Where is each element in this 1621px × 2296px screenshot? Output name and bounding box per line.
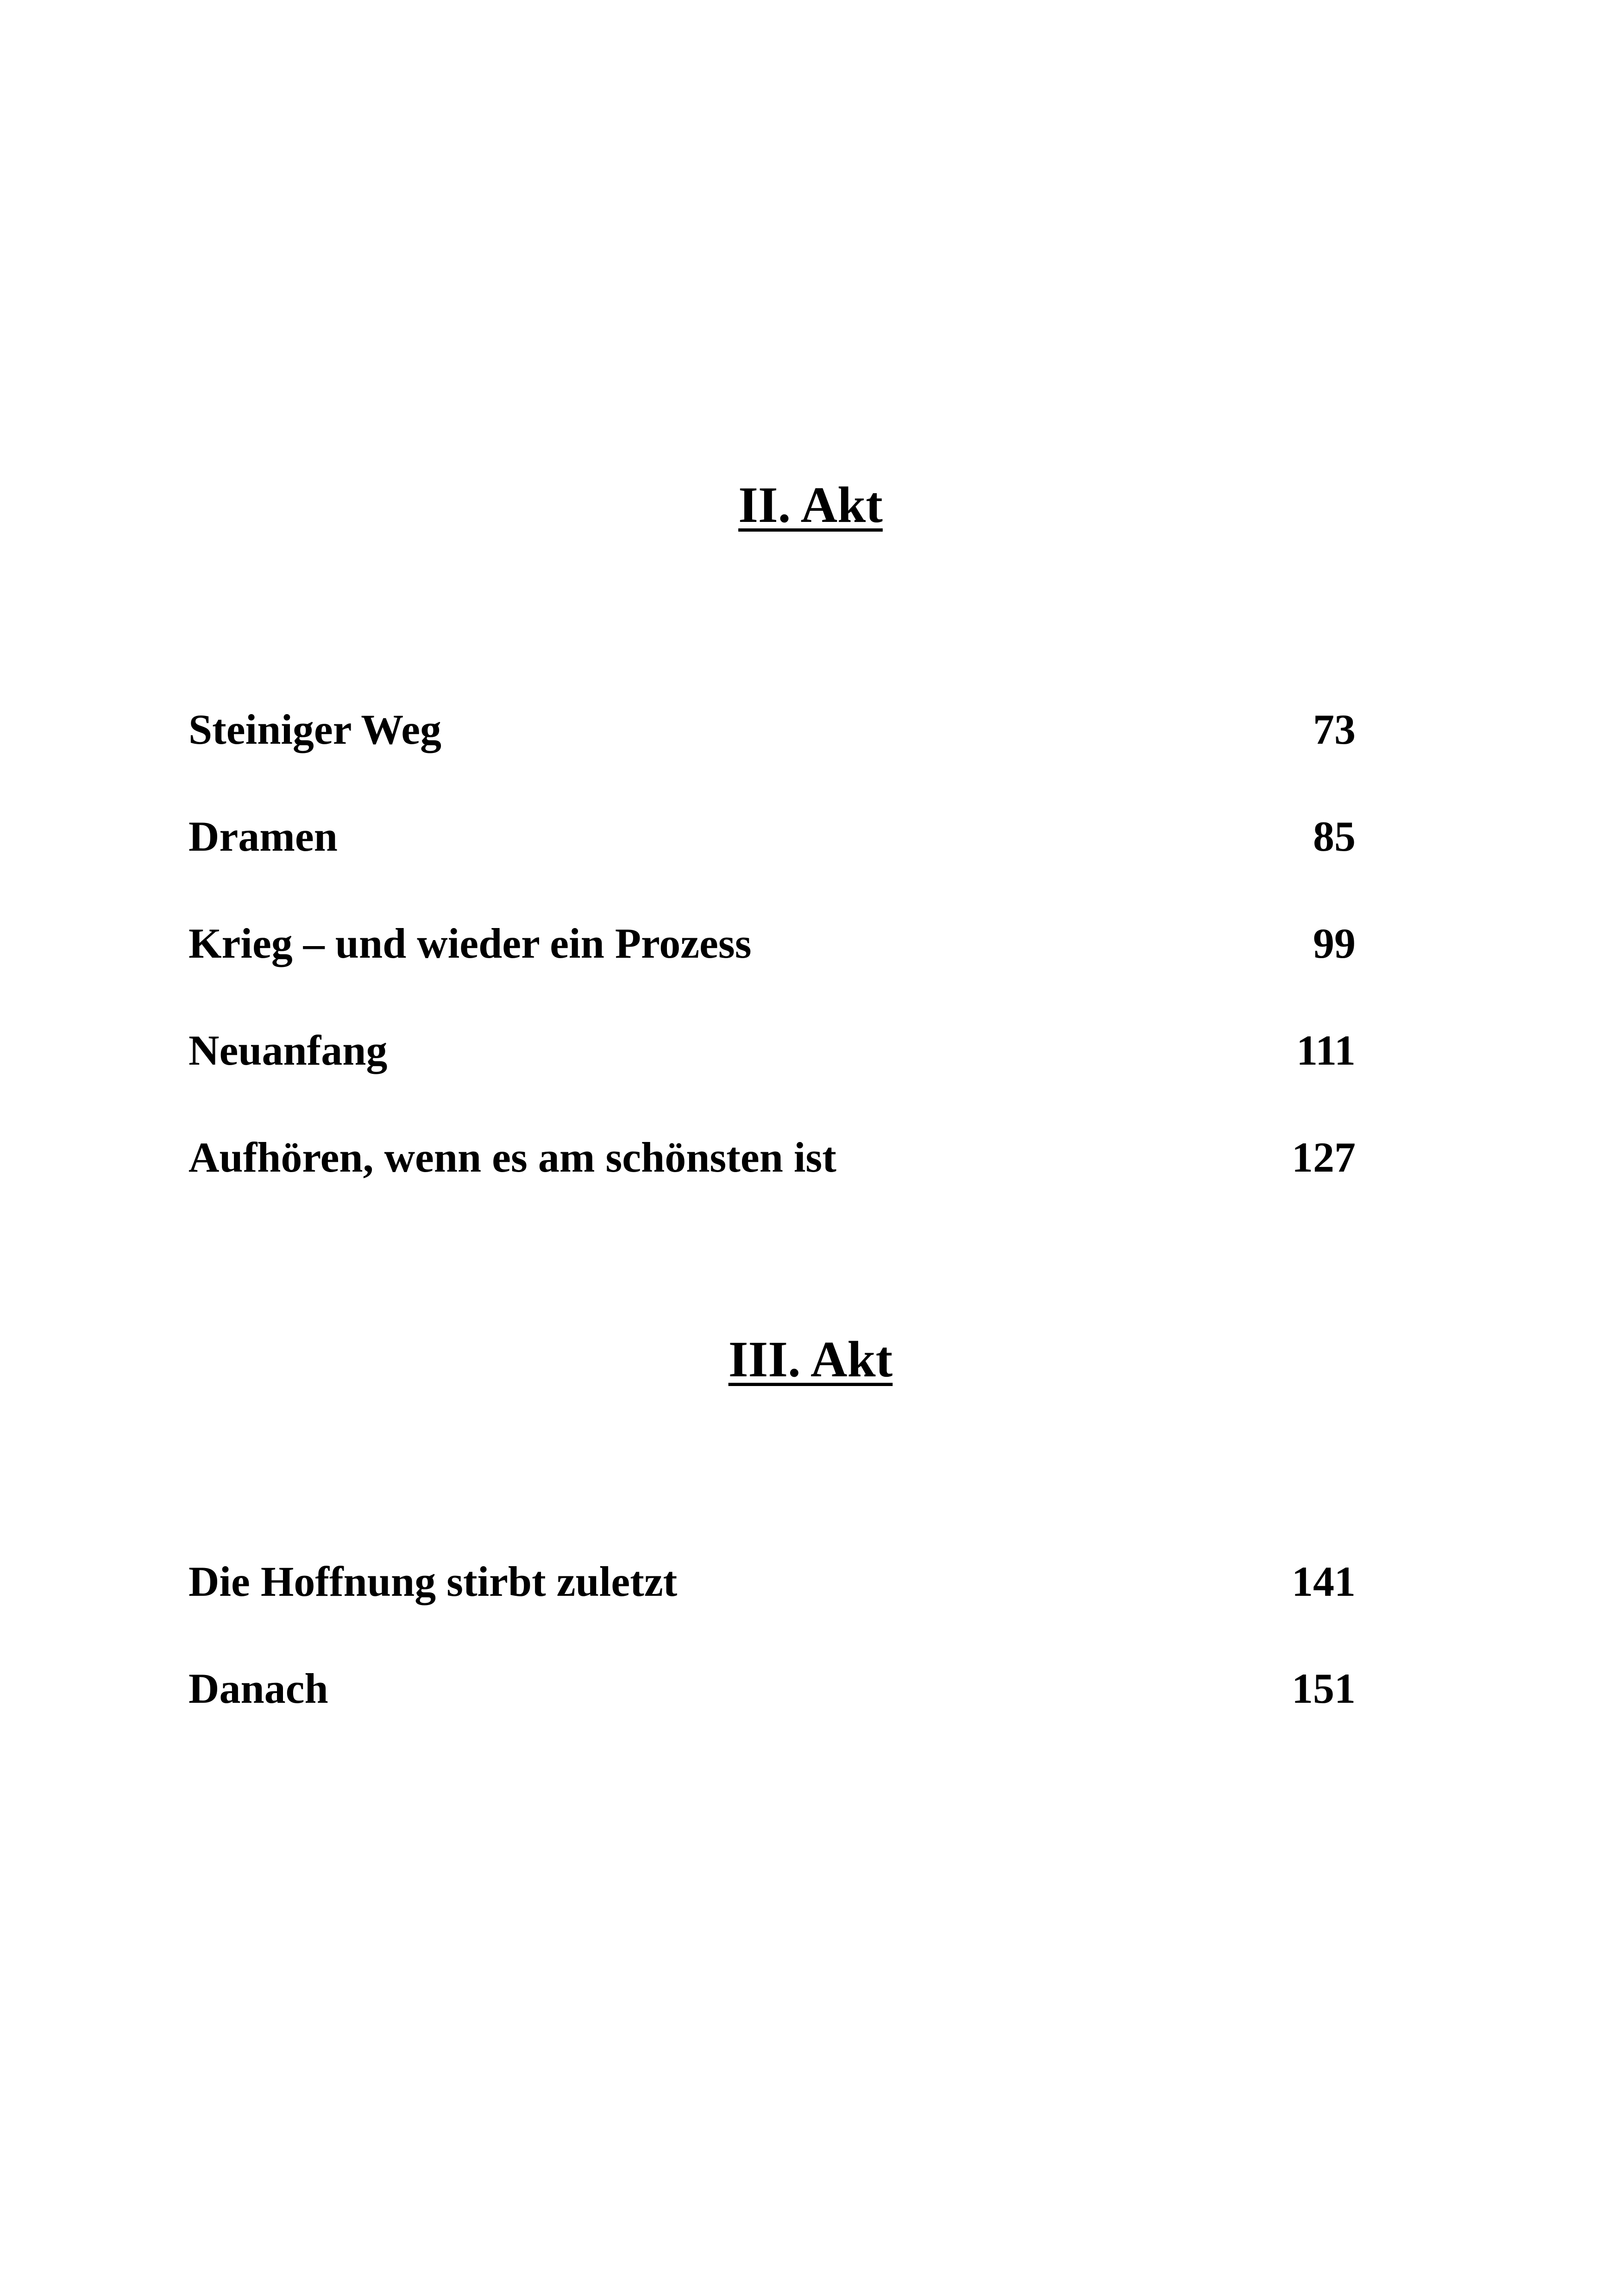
toc-entry-page: 73	[1313, 706, 1356, 753]
act-heading-text: II. Akt	[738, 477, 883, 533]
toc-entry-page: 99	[1313, 920, 1356, 967]
act-heading	[0, 1329, 1621, 1389]
toc-entry	[188, 809, 1356, 916]
toc-entry-title: Danach	[188, 1665, 328, 1712]
toc-entry-page: 127	[1292, 1134, 1356, 1181]
toc-entry-title: Aufhören, wenn es am schönsten ist	[188, 1134, 836, 1181]
act-heading-text: III. Akt	[728, 1331, 893, 1387]
toc-entry-page: 141	[1292, 1558, 1356, 1605]
toc-entry	[188, 916, 1356, 1023]
toc-entry	[188, 1023, 1356, 1129]
toc-entry	[188, 702, 1356, 809]
table-of-contents	[188, 702, 1356, 1236]
toc-entry-title: Dramen	[188, 813, 338, 860]
toc-entry-title: Die Hoffnung stirbt zuletzt	[188, 1558, 678, 1605]
toc-entry-title: Krieg – und wieder ein Prozess	[188, 920, 752, 967]
toc-entry	[188, 1554, 1356, 1661]
act-heading	[0, 475, 1621, 535]
toc-entry-page: 151	[1292, 1665, 1356, 1712]
toc-entry-page: 111	[1296, 1027, 1356, 1074]
toc-entry-title: Steiniger Weg	[188, 706, 442, 753]
toc-entry-page: 85	[1313, 813, 1356, 860]
toc-entry	[188, 1129, 1356, 1236]
toc-entry	[188, 1661, 1356, 1768]
toc-entry-title: Neuanfang	[188, 1027, 388, 1074]
table-of-contents	[188, 1554, 1356, 1768]
